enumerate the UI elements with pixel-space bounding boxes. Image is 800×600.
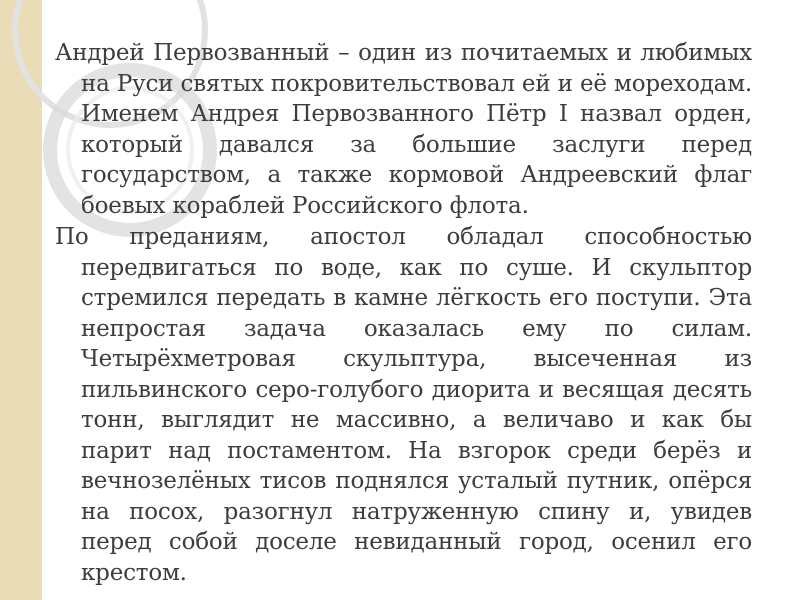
decorative-side-band [0,0,42,600]
paragraph-1: Андрей Первозванный – один из почитаемых и любимых на Руси святых покровительствовал ей и её мореходам. Именем Андрея Первозванного Пётр I назвал орден, который давался за большие заслуги перед государством, а также кормовой Андреевский флаг боевых кораблей Российского флота. [55,40,752,219]
paragraph-2: По преданиям, апостол обладал способностью передвигаться по воде, как по суше. И скульптор стремился передать в камне лёгкость его поступи. Эта непростая задача оказалась ему по силам. Четырёхметровая скульптура, высеченная из пильвинского серо-голубого диорита и весящая десять тонн, выглядит не массивно, а величаво и как бы парит над постаментом. На взгорок среди берёз и вечнозелёных тисов поднялся усталый путник, опёрся на посох, разогнул натруженную спину и, увидев перед собой доселе невиданный город, осенил его крестом. [55,224,752,586]
text-content [55,38,752,588]
